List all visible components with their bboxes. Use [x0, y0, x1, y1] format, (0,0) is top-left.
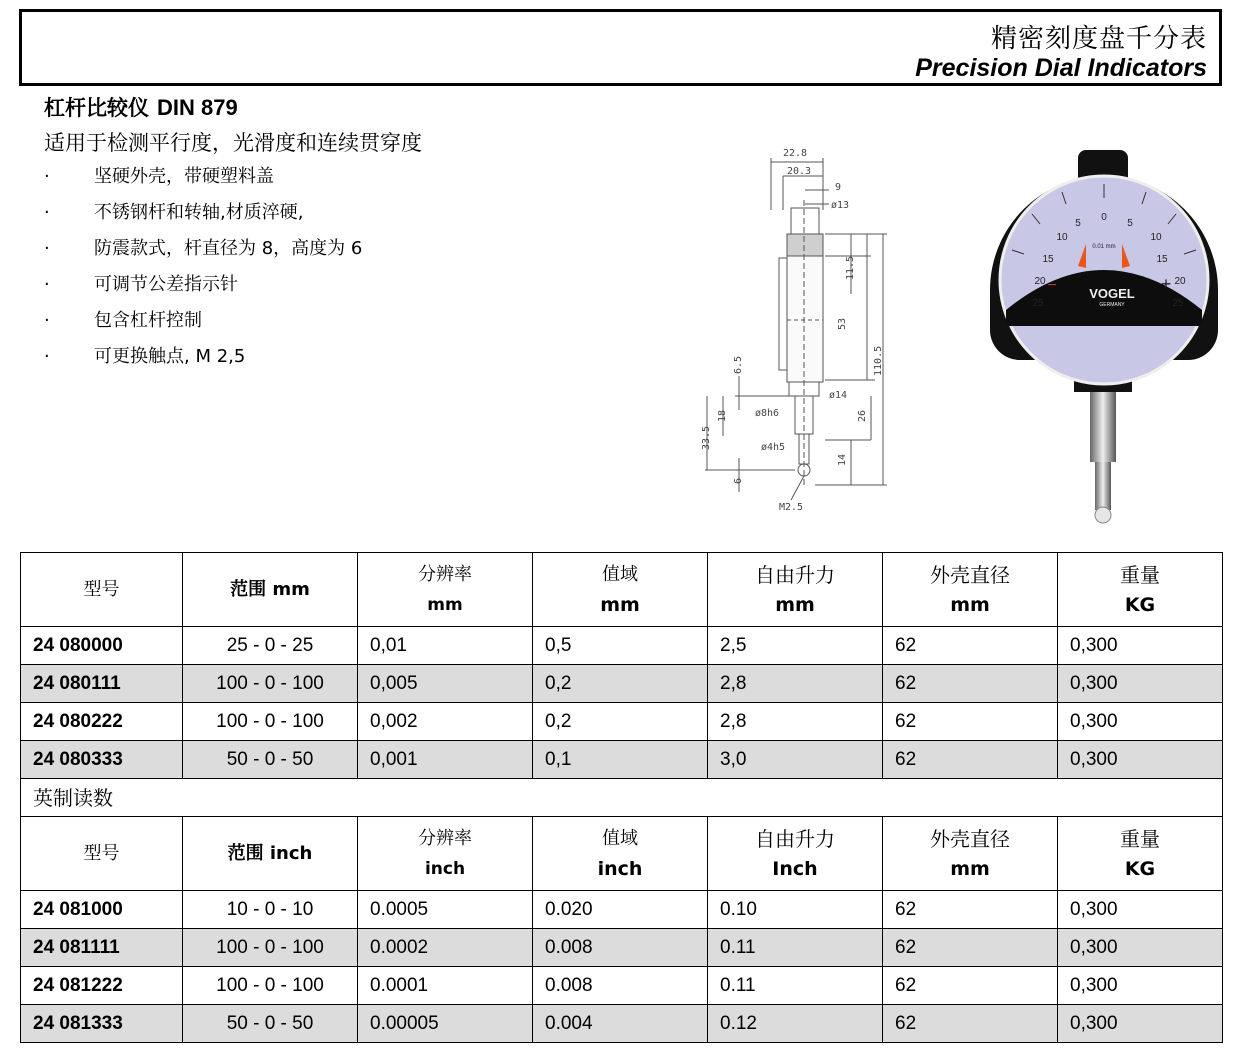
title-chinese: 精密刻度盘千分表	[990, 24, 1207, 54]
dim-label: 9	[835, 182, 842, 193]
dim-label: ø13	[831, 200, 850, 211]
bullet: ·	[44, 346, 50, 367]
table-row: 24 080222 100 - 0 - 100 0,002 0,2 2,8 62 0,300	[21, 703, 1223, 741]
table-row: 24 081000 10 - 0 - 10 0.0005 0.020 0.10 62 0,300	[21, 891, 1223, 929]
bullet: ·	[44, 310, 50, 331]
dim-label: 11.5	[845, 255, 856, 280]
header-weight: 重量 KG	[1058, 817, 1223, 891]
dial-minus: −	[1047, 277, 1057, 294]
bullet: ·	[44, 274, 50, 295]
dim-label: ø4h5	[761, 442, 786, 453]
header-case-diameter: 外壳直径 mm	[883, 553, 1058, 627]
dim-label: ø8h6	[755, 408, 780, 419]
dim-label: 18	[717, 409, 728, 422]
svg-text:5: 5	[1127, 218, 1133, 229]
dim-label: 110.5	[873, 345, 884, 376]
product-name: 杠杆比较仪	[44, 96, 149, 120]
dial-plus: +	[1160, 274, 1172, 294]
dim-label: 14	[837, 453, 848, 466]
svg-text:5: 5	[1075, 218, 1081, 229]
svg-text:20: 20	[1174, 276, 1186, 287]
imperial-section-label: 英制读数	[21, 779, 1223, 817]
header-span: 值域 mm	[533, 553, 708, 627]
header-case-diameter: 外壳直径 mm	[883, 817, 1058, 891]
svg-text:10: 10	[1150, 232, 1162, 243]
page-header	[19, 9, 1222, 86]
bullet: ·	[44, 166, 50, 187]
header-free-lift: 自由升力 mm	[708, 553, 883, 627]
svg-text:15: 15	[1156, 254, 1168, 265]
dim-label: 20.3	[787, 166, 812, 177]
header-free-lift: 自由升力 Inch	[708, 817, 883, 891]
table-row: 24 081111 100 - 0 - 100 0.0002 0.008 0.11 62 0,300	[21, 929, 1223, 967]
header-model: 型号	[21, 817, 183, 891]
feature-item: · 包含杠杆控制	[44, 308, 362, 344]
product-standard: DIN 879	[157, 95, 238, 120]
bullet: ·	[44, 202, 50, 223]
table-row: 24 081333 50 - 0 - 50 0.00005 0.004 0.12 62 0,300	[21, 1005, 1223, 1043]
product-description: 适用于检测平行度，光滑度和连续贯穿度	[44, 131, 422, 155]
feature-list	[44, 164, 362, 380]
feature-item: · 不锈钢杆和转轴,材质淬硬,	[44, 200, 362, 236]
feature-item: · 可调节公差指示针	[44, 272, 362, 308]
brand-logo: VOGEL	[1089, 286, 1135, 301]
table-row: 24 081222 100 - 0 - 100 0.0001 0.008 0.11 62 0,300	[21, 967, 1223, 1005]
header-range: 范围 inch	[183, 817, 358, 891]
header-resolution: 分辨率 inch	[358, 817, 533, 891]
imperial-section-row	[21, 779, 1223, 817]
header-weight: 重量 KG	[1058, 553, 1223, 627]
dim-label: ø14	[829, 390, 848, 401]
technical-drawing	[695, 140, 895, 520]
dial-zero: 0	[1101, 212, 1107, 223]
table-row: 24 080000 25 - 0 - 25 0,01 0,5 2,5 62 0,300	[21, 627, 1223, 665]
brand-country: GERMANY	[1099, 302, 1125, 308]
title-english: Precision Dial Indicators	[915, 54, 1207, 82]
dial-resolution: 0.01 mm	[1092, 244, 1116, 250]
feature-item: · 可更换触点, M 2,5	[44, 344, 362, 380]
header-resolution: 分辨率 mm	[358, 553, 533, 627]
metric-header-row	[21, 553, 1223, 627]
dim-label: 53	[837, 317, 848, 330]
bullet: ·	[44, 238, 50, 259]
dim-label: 22.8	[783, 148, 808, 159]
svg-text:15: 15	[1042, 254, 1054, 265]
dim-label: 33.5	[701, 425, 712, 450]
dim-label: M2.5	[779, 502, 804, 513]
dim-label: 26	[857, 409, 868, 422]
svg-text:20: 20	[1034, 276, 1046, 287]
product-title	[44, 92, 238, 122]
feature-item: · 坚硬外壳，带硬塑料盖	[44, 164, 362, 200]
dim-label: 6.5	[733, 355, 744, 374]
dial-indicator-image	[982, 140, 1226, 532]
dim-label: 6	[733, 477, 744, 484]
svg-text:25: 25	[1032, 298, 1044, 309]
feature-item: · 防震款式，杆直径为 8，高度为 6	[44, 236, 362, 272]
svg-text:25: 25	[1172, 298, 1184, 309]
header-span: 值域 inch	[533, 817, 708, 891]
svg-text:10: 10	[1056, 232, 1068, 243]
spec-table	[20, 552, 1223, 1043]
table-row: 24 080111 100 - 0 - 100 0,005 0,2 2,8 62 0,300	[21, 665, 1223, 703]
header-range: 范围 mm	[183, 553, 358, 627]
imperial-header-row	[21, 817, 1223, 891]
table-row: 24 080333 50 - 0 - 50 0,001 0,1 3,0 62 0,300	[21, 741, 1223, 779]
header-model: 型号	[21, 553, 183, 627]
